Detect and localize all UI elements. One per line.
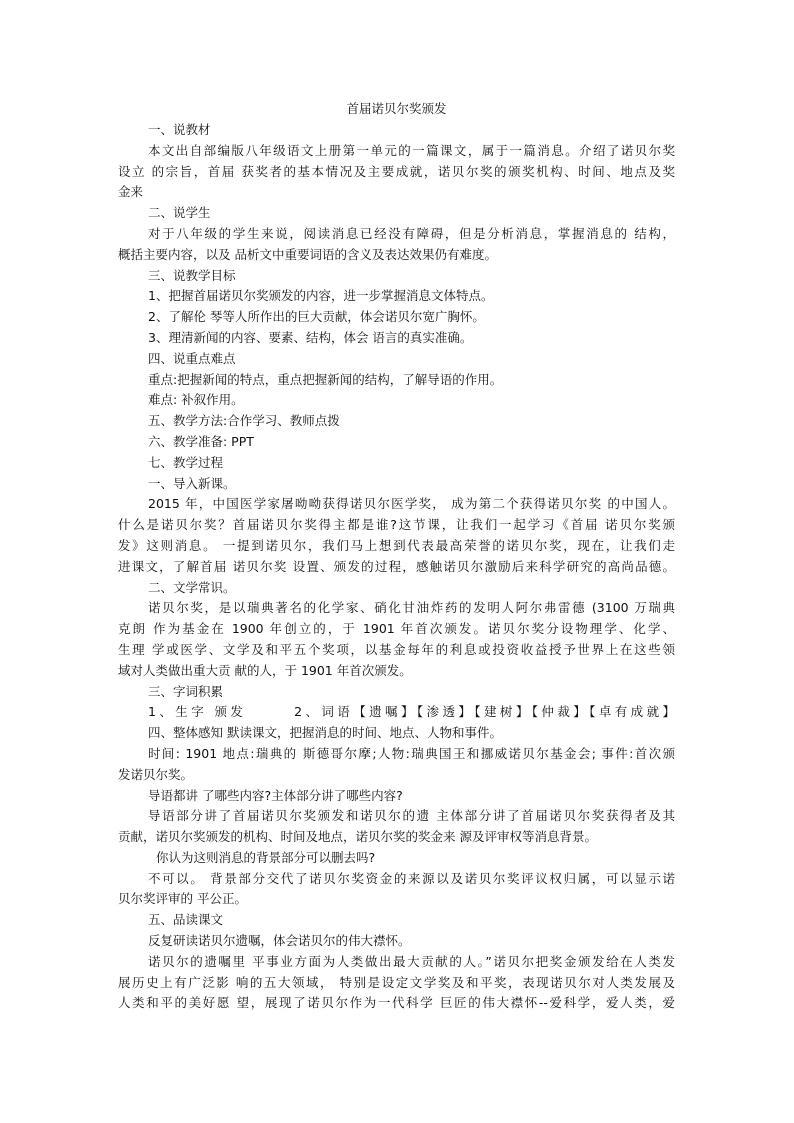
text-line: 进课文，了解首届 诺贝尔奖 设置、颁发的过程，感触诺贝尔激励后来科学研究的高尚品德。: [118, 558, 675, 574]
text-line: 三、字词积累: [148, 683, 224, 699]
text-line: 诺贝尔奖，是以瑞典著名的化学家、硝化甘油炸药的发明人阿尔弗雷德 (3100 万瑞典: [148, 600, 675, 616]
text-line: 本文出自部编版八年级语文上册第一单元的一篇课文，属于一篇消息。介绍了诺贝尔奖: [148, 142, 675, 158]
text-line: 展历史上有广泛影 响的五大领域， 特别是设定文学奖及和平奖，表现诺贝尔对人类发展及: [118, 974, 675, 990]
text-line: 概括主要内容，以及 品析文中重要词语的含义及表达效果仍有难度。: [118, 246, 497, 262]
text-line: 生理 学或医学、文学及和平五个奖项，以基金每年的利息或投资收益授予世界上在这些领: [118, 641, 675, 657]
document-body: [118, 99, 675, 1014]
text-line: 导语部分讲了首届诺贝尔奖颁发和诺贝尔的遗 主体部分讲了首届诺贝尔奖获得者及其: [148, 808, 675, 824]
text-line: 你认为这则消息的背景部分可以删去吗?: [156, 849, 376, 865]
text-line: 五、品读课文: [148, 912, 224, 928]
text-line: 一、说教材: [148, 122, 211, 137]
text-line: 一、导入新课。: [148, 475, 236, 491]
document-title: 首届诺贝尔奖颁发: [346, 101, 447, 116]
text-line: 1、生字 颁发 2、词语【遗嘱】【渗透】【建树】【仲裁】【卓有成就】: [148, 704, 675, 720]
text-line: 金来: [118, 184, 144, 200]
text-line: 三、说教学目标: [148, 267, 236, 283]
text-line: 域对人类做出重大贡 献的人，于 1901 年首次颁发。: [118, 662, 412, 678]
text-line: 五、教学方法:合作学习、教师点拨: [148, 413, 340, 429]
text-line: 六、教学准备: PPT: [148, 433, 254, 449]
text-line: 重点:把握新闻的特点，重点把握新闻的结构，了解导语的作用。: [148, 371, 503, 387]
text-line: 七、教学过程: [148, 454, 224, 470]
text-line: 时间: 1901 地点:瑞典的 斯德哥尔摩;人物:瑞典国王和挪威诺贝尔基金会; 事件:首次颁: [148, 745, 675, 761]
text-line: 贡献，诺贝尔奖颁发的机构、时间及地点，诺贝尔奖的奖金来 源及评审权等消息背景。: [118, 829, 597, 845]
text-line: 发》这则消息。 一提到诺贝尔，我们马上想到代表最高荣誉的诺贝尔奖，现在，让我们走: [118, 537, 675, 553]
text-line: 人类和平的美好愿 望，展现了诺贝尔作为一代科学 巨匠的伟大襟怀--爱科学，爱人类，爱: [118, 995, 675, 1011]
text-line: 反复研读诺贝尔遗嘱，体会诺贝尔的伟大襟怀。: [148, 933, 411, 949]
text-line: 对于八年级的学生来说，阅读消息已经没有障碍，但是分析消息，掌握消息的 结构，: [148, 225, 675, 241]
text-line: 发诺贝尔奖。: [118, 766, 194, 782]
document-lines: [118, 120, 675, 1014]
text-line: 2、了解伦 琴等人所作出的巨大贡献，体会诺贝尔宽广胸怀。: [148, 309, 485, 325]
text-line: 二、说学生: [148, 205, 211, 221]
text-line: 设立 的宗旨，首届 获奖者的基本情况及主要成就，诺贝尔奖的颁奖机构、时间、地点及奖: [118, 163, 675, 179]
text-line: 2015 年，中国医学家屠呦呦获得诺贝尔医学奖， 成为第二个获得诺贝尔奖 的中国人。: [148, 496, 675, 512]
text-line: 难点: 补叙作用。: [148, 392, 244, 408]
text-line: 四、整体感知 默读课文，把握消息的时间、地点、人物和事件。: [148, 725, 502, 741]
text-line: 什么是诺贝尔奖？首届诺贝尔奖得主都是谁?这节课，让我们一起学习《首届 诺贝尔奖颁: [118, 517, 675, 533]
text-line: 贝尔奖评审的 平公正。: [118, 891, 247, 907]
text-line: 不可以。 背景部分交代了诺贝尔奖资金的来源以及诺贝尔奖评议权归属，可以显示诺: [148, 870, 675, 886]
text-line: 二、文学常识。: [148, 579, 236, 595]
text-line: 四、说重点难点: [148, 350, 236, 366]
text-line: 3、理清新闻的内容、要素、结构，体会 语言的真实准确。: [148, 329, 473, 345]
text-line: 导语都讲 了哪些内容?主体部分讲了哪些内容?: [148, 787, 403, 803]
text-line: 1、把握首届诺贝尔奖颁发的内容，进一步掌握消息文体特点。: [148, 288, 494, 304]
text-line: 克朗 作为基金在 1900 年创立的，于 1901 年首次颁发。诺贝尔奖分设物理学、化学、: [118, 621, 675, 637]
text-line: 诺贝尔的遗嘱里 平事业方面为人类做出最大贡献的人。”诺贝尔把奖金颁发给在人类发: [148, 953, 675, 969]
